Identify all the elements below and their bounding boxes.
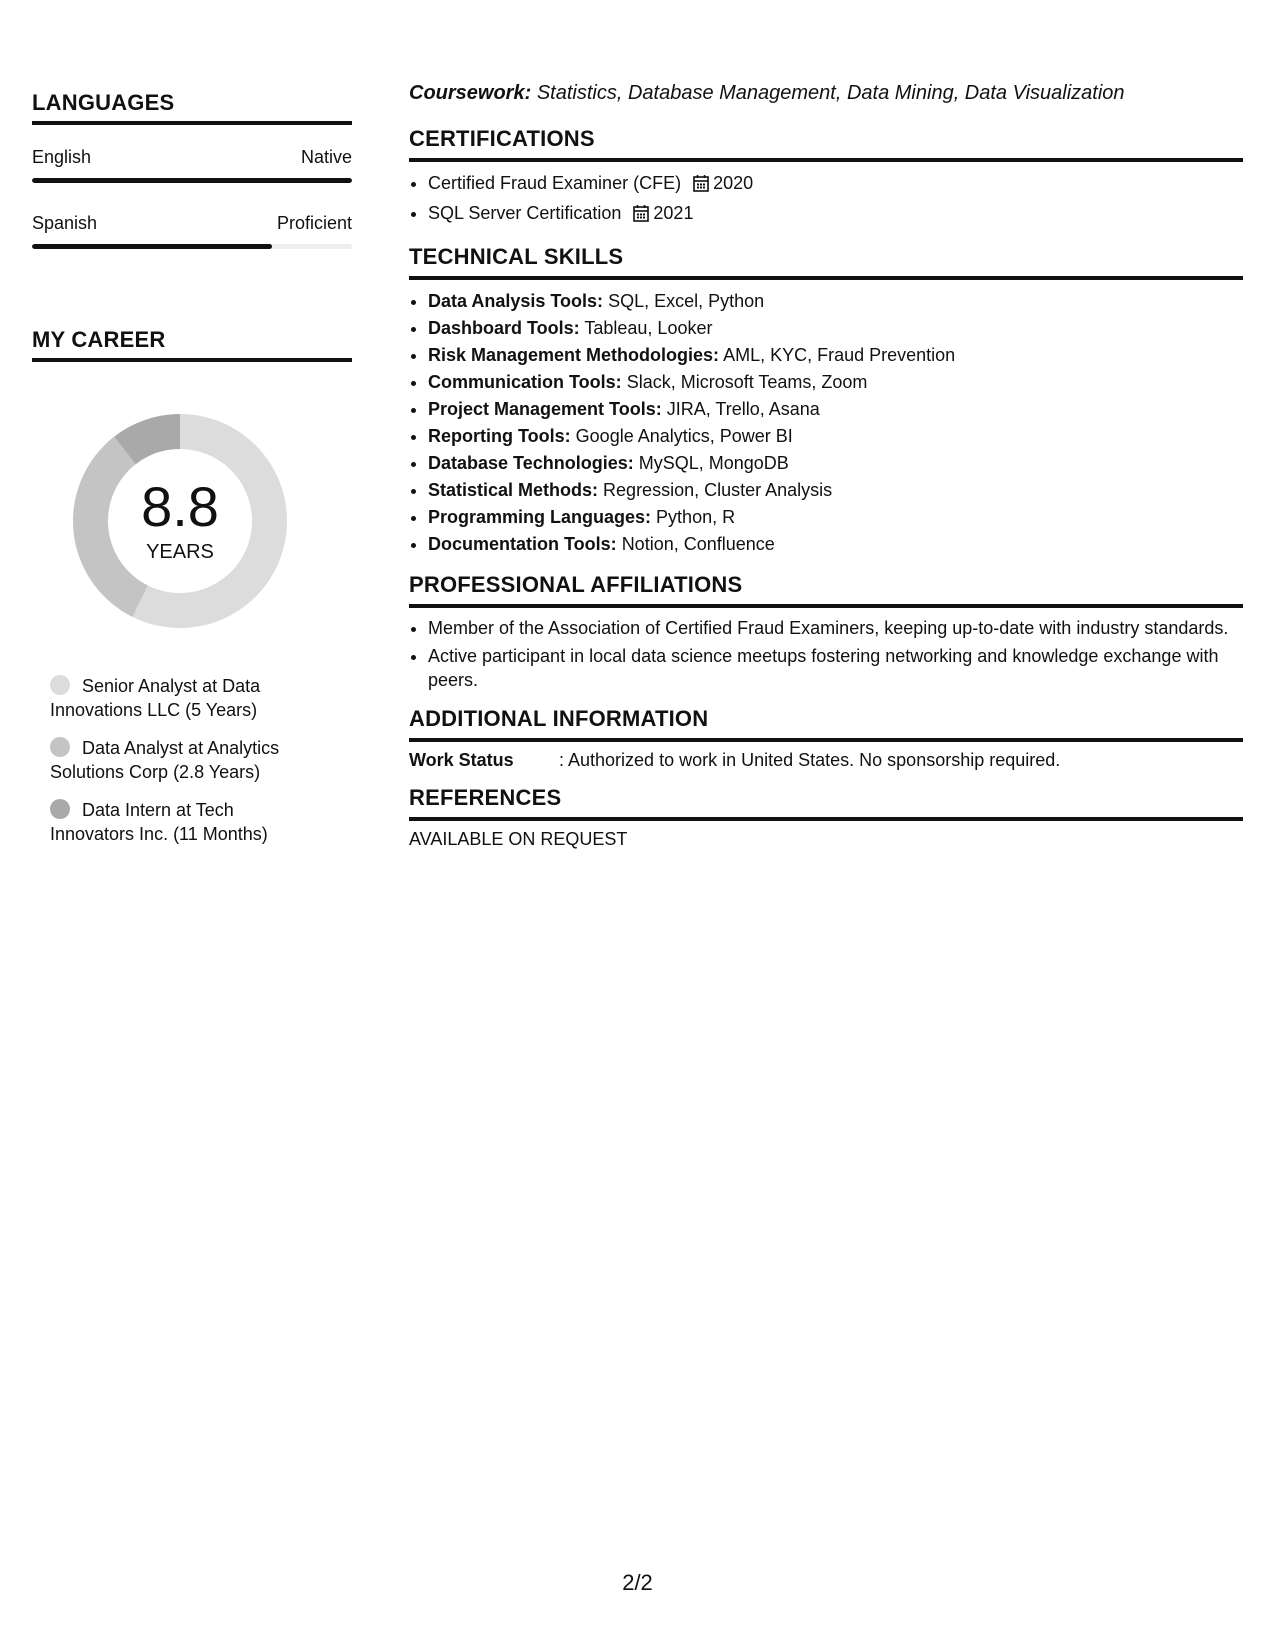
affiliations-section — [409, 572, 1243, 692]
skill-item — [428, 504, 1243, 531]
career-title: MY CAREER — [32, 327, 352, 362]
skill-value: MySQL, MongoDB — [638, 453, 789, 473]
language-name: English — [32, 147, 92, 167]
language-spanish — [32, 213, 352, 249]
skills-list — [409, 288, 1243, 558]
language-english — [32, 147, 352, 183]
certifications-title: CERTIFICATIONS — [409, 126, 1243, 162]
skill-label: Risk Management Methodologies: — [428, 345, 720, 365]
skill-value: SQL, Excel, Python — [608, 291, 765, 311]
certification-year: 2020 — [713, 173, 754, 193]
legend-label: Senior Analyst at Data Innovations LLC (5 Years) — [50, 676, 261, 720]
skill-value: Slack, Microsoft Teams, Zoom — [626, 372, 868, 392]
coursework — [409, 80, 1243, 106]
work-status-value: : Authorized to work in United States. No sponsorship required. — [559, 750, 1061, 770]
affiliations-title: PROFESSIONAL AFFILIATIONS — [409, 572, 1243, 608]
language-bar — [32, 244, 352, 249]
legend-dot — [50, 799, 70, 819]
technical-skills-section — [409, 244, 1243, 558]
affiliation-item: • Member of the Association of Certified Fraud Examiners, keeping up-to-date with industry standards. — [428, 616, 1243, 640]
skill-label: Programming Languages: — [428, 507, 652, 527]
affiliation-item: • Active participant in local data science meetups fostering networking and knowledge exchange with peers. — [428, 644, 1243, 692]
skill-item — [428, 423, 1243, 450]
work-status-label: Work Status — [409, 750, 514, 770]
coursework-text: Statistics, Database Management, Data Mining, Data Visualization — [536, 82, 1125, 104]
career-total-unit: YEARS — [146, 540, 214, 563]
language-bar-fill — [32, 244, 272, 249]
skill-label: Communication Tools: — [428, 372, 622, 392]
calendar-icon — [693, 173, 709, 200]
career-donut-chart — [65, 406, 295, 636]
career-section — [32, 327, 352, 846]
certification-year: 2021 — [653, 203, 694, 223]
language-bar — [32, 178, 352, 183]
references-text: AVAILABLE ON REQUEST — [409, 829, 628, 849]
references-section — [409, 785, 1243, 850]
skill-value: AML, KYC, Fraud Prevention — [723, 345, 956, 365]
skill-value: Regression, Cluster Analysis — [603, 480, 833, 500]
career-legend — [50, 674, 320, 846]
right-column — [409, 80, 1243, 864]
legend-label: Data Intern at Tech Innovators Inc. (11 Months) — [50, 800, 268, 844]
language-bar-fill — [32, 178, 352, 183]
additional-info-title: ADDITIONAL INFORMATION — [409, 706, 1243, 742]
skill-item — [428, 315, 1243, 342]
page-number: 2/2 — [622, 1570, 653, 1595]
certifications-list — [409, 170, 1243, 230]
skill-item — [428, 450, 1243, 477]
skill-label: Statistical Methods: — [428, 480, 599, 500]
language-level: Proficient — [276, 213, 352, 233]
skill-value: JIRA, Trello, Asana — [666, 399, 820, 419]
certification-name: SQL Server Certification — [428, 203, 622, 223]
languages-section — [32, 90, 352, 249]
certification-item — [428, 170, 1243, 200]
left-column — [32, 90, 352, 860]
calendar-icon — [633, 203, 649, 230]
certifications-section — [409, 126, 1243, 230]
skill-value: Tableau, Looker — [584, 318, 713, 338]
skill-label: Data Analysis Tools: — [428, 291, 604, 311]
certification-name: Certified Fraud Examiner (CFE) — [428, 173, 682, 193]
affiliations-list — [409, 616, 1243, 692]
skill-item — [428, 531, 1243, 558]
skill-item — [428, 342, 1243, 369]
legend-item — [50, 736, 320, 784]
legend-item — [50, 674, 320, 722]
languages-title: LANGUAGES — [32, 90, 352, 125]
language-name: Spanish — [32, 213, 98, 233]
skill-item — [428, 288, 1243, 315]
work-status-row — [409, 750, 1243, 771]
skill-item — [428, 396, 1243, 423]
legend-dot — [50, 675, 70, 695]
skill-label: Database Technologies: — [428, 453, 634, 473]
certification-item — [428, 200, 1243, 230]
additional-info-section — [409, 706, 1243, 771]
skill-label: Project Management Tools: — [428, 399, 662, 419]
coursework-label: Coursework: — [409, 82, 532, 104]
skill-value: Notion, Confluence — [621, 534, 775, 554]
skill-label: Documentation Tools: — [428, 534, 617, 554]
legend-dot — [50, 737, 70, 757]
legend-label: Data Analyst at Analytics Solutions Corp (2.8 Years) — [50, 738, 280, 782]
skill-label: Dashboard Tools: — [428, 318, 580, 338]
skill-item — [428, 477, 1243, 504]
career-total-value: 8.8 — [141, 474, 219, 538]
skill-item — [428, 369, 1243, 396]
skill-value: Python, R — [656, 507, 736, 527]
references-title: REFERENCES — [409, 785, 1243, 821]
legend-item — [50, 798, 320, 846]
skill-value: Google Analytics, Power BI — [575, 426, 793, 446]
skill-label: Reporting Tools: — [428, 426, 571, 446]
language-level: Native — [300, 147, 352, 167]
technical-skills-title: TECHNICAL SKILLS — [409, 244, 1243, 280]
